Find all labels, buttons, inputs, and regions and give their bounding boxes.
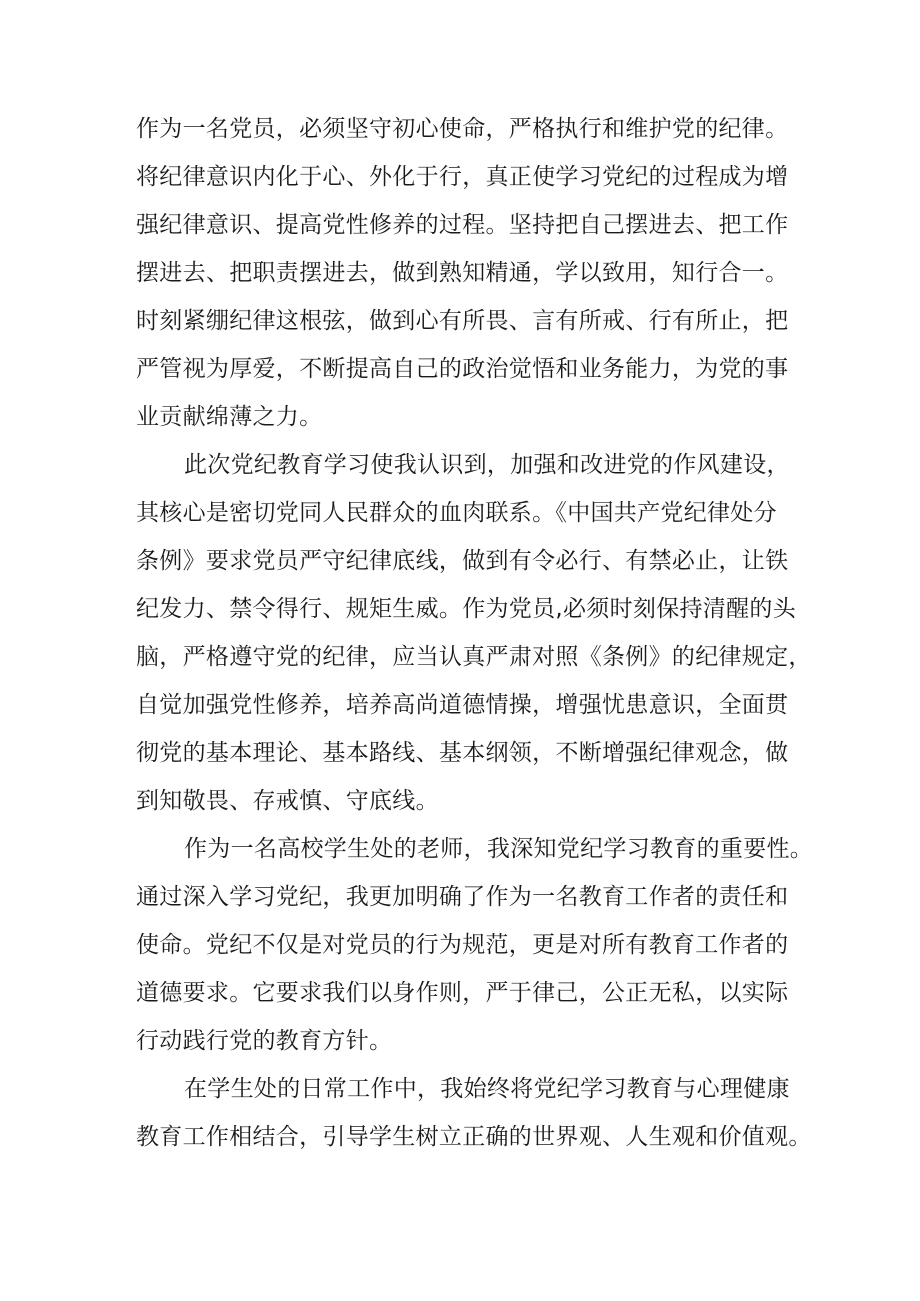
paragraph-line: 强纪律意识、提高党性修养的过程。坚持把自己摆进去、把工作 <box>136 212 789 238</box>
paragraph-line: 彻党的基本理论、基本路线、基本纲领，不断增强纪律观念，做 <box>136 740 789 766</box>
paragraph-2 <box>136 441 812 825</box>
paragraph-line: 教育工作相结合，引导学生树立正确的世界观、人生观和价值观。 <box>136 1124 812 1150</box>
paragraph-line: 业贡献绵薄之力。 <box>136 404 323 430</box>
paragraph-line: 到知敬畏、存戒慎、守底线。 <box>136 788 439 814</box>
document-body <box>136 105 814 1161</box>
paragraph-line: 严管视为厚爱，不断提高自己的政治觉悟和业务能力，为党的事 <box>136 356 789 382</box>
paragraph-4 <box>136 1065 812 1161</box>
paragraph-line: 其核心是密切党同人民群众的血肉联系。《中国共产党纪律处分 <box>136 500 777 526</box>
paragraph-line: 道德要求。它要求我们以身作则，严于律己，公正无私，以实际 <box>136 980 789 1006</box>
paragraph-line: 自觉加强党性修养，培养高尚道德情操，增强忧患意识，全面贯 <box>136 692 789 718</box>
paragraph-line: 使命。党纪不仅是对党员的行为规范，更是对所有教育工作者的 <box>136 932 789 958</box>
paragraph-line: 纪发力、禁令得行、规矩生威。作为党员,必须时刻保持清醒的头 <box>136 596 797 622</box>
paragraph-line: 作为一名高校学生处的老师，我深知党纪学习教育的重要性。 <box>184 836 814 862</box>
paragraph-line: 此次党纪教育学习使我认识到，加强和改进党的作风建设， <box>184 452 790 478</box>
paragraph-line: 在学生处的日常工作中，我始终将党纪学习教育与心理健康 <box>184 1076 790 1102</box>
paragraph-line: 摆进去、把职责摆进去，做到熟知精通，学以致用，知行合一。 <box>136 260 789 286</box>
paragraph-line: 脑，严格遵守党的纪律，应当认真严肃对照《条例》的纪律规定， <box>136 644 812 670</box>
paragraph-line: 通过深入学习党纪，我更加明确了作为一名教育工作者的责任和 <box>136 884 789 910</box>
paragraph-line: 条例》要求党员严守纪律底线，做到有令必行、有禁必止，让铁 <box>136 548 789 574</box>
paragraph-3 <box>136 825 814 1065</box>
paragraph-line: 时刻紧绷纪律这根弦，做到心有所畏、言有所戒、行有所止，把 <box>136 308 789 334</box>
paragraph-line: 行动践行党的教育方针。 <box>136 1028 393 1054</box>
paragraph-1 <box>136 105 788 441</box>
paragraph-line: 作为一名党员，必须坚守初心使命，严格执行和维护党的纪律。 <box>136 116 789 142</box>
paragraph-line: 将纪律意识内化于心、外化于行，真正使学习党纪的过程成为增 <box>136 164 789 190</box>
